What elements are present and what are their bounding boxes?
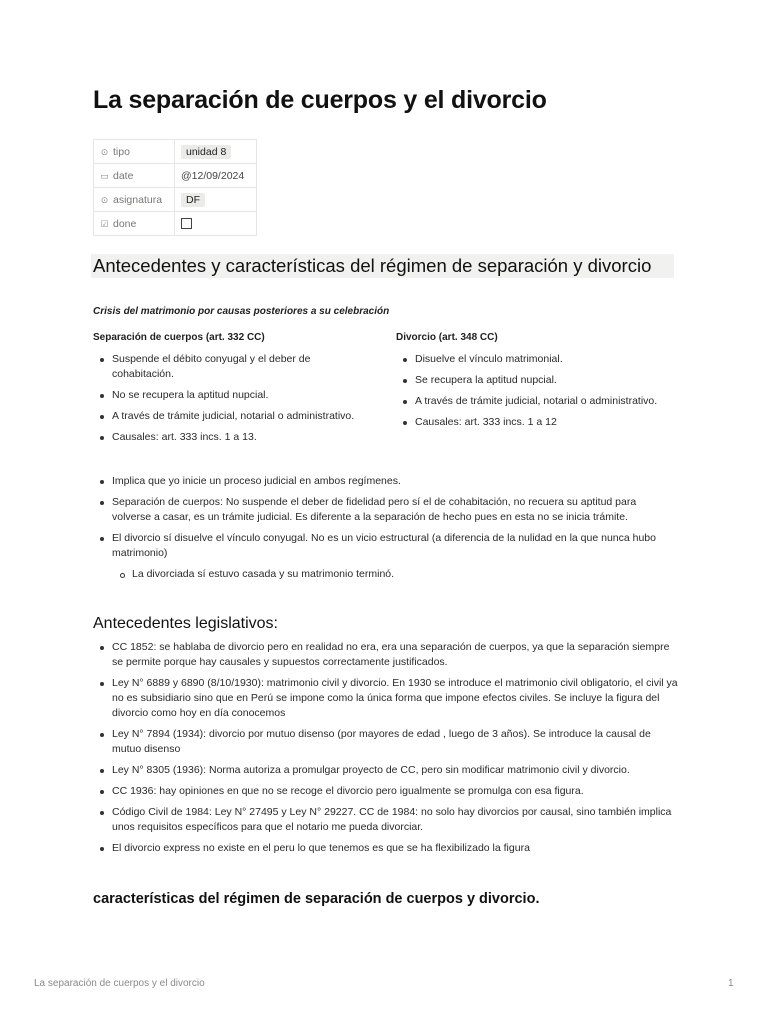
bullet-dot (100, 394, 104, 398)
tag-unidad[interactable]: unidad 8 (181, 145, 231, 159)
list-item: No se recupera la aptitud nupcial. (93, 388, 358, 403)
select-icon: ⊙ (100, 194, 109, 205)
bullet-dot (403, 358, 407, 362)
checkbox-icon: ☑ (100, 218, 109, 229)
bullet-dot (100, 436, 104, 440)
list-item: CC 1936: hay opiniones en que no se recoge el divorcio pero igualmente se promulga con esa figura. (93, 784, 678, 799)
property-value-date[interactable] (175, 164, 257, 188)
section-heading-antecedentes: Antecedentes y características del régimen de separación y divorcio (91, 254, 674, 278)
list-item: Causales: art. 333 incs. 1 a 13. (93, 430, 358, 445)
column-title-divorcio: Divorcio (art. 348 CC) (396, 332, 498, 343)
property-row-done (94, 212, 257, 236)
column-title-separacion: Separación de cuerpos (art. 332 CC) (93, 332, 265, 343)
bullet-dot (100, 358, 104, 362)
bullet-dot (100, 480, 104, 484)
property-key: tipo (113, 145, 130, 158)
done-checkbox[interactable] (181, 218, 192, 229)
select-icon: ⊙ (100, 146, 109, 157)
bullet-dot (100, 682, 104, 686)
footer-doc-title: La separación de cuerpos y el divorcio (34, 978, 205, 989)
calendar-icon: ▭ (100, 170, 109, 181)
bullet-dot (100, 537, 104, 541)
hollow-bullet (120, 573, 125, 578)
list-item: Código Civil de 1984: Ley N° 27495 y Ley N° 29227. CC de 1984: no solo hay divorcios por causal, sino también implica unos requisitos específicos para que el notario me pueda divorciar. (93, 805, 678, 835)
bullet-dot (403, 400, 407, 404)
list-item: CC 1852: se hablaba de divorcio pero en realidad no era, era una separación de cuerpos, ya que la separación siempre se permite porque hay causales y supuestos correctamente justificados. (93, 640, 678, 670)
property-row-asignatura (94, 188, 257, 212)
property-key: asignatura (113, 193, 163, 206)
bullet-dot (403, 421, 407, 425)
sub-list-item: La divorciada sí estuvo casada y su matrimonio terminó. (93, 567, 673, 582)
divorcio-list (396, 352, 661, 436)
list-item: Implica que yo inicie un proceso judicial en ambos regímenes. (93, 474, 673, 489)
bullet-dot (100, 769, 104, 773)
list-item: Disuelve el vínculo matrimonial. (396, 352, 661, 367)
bullet-dot (100, 415, 104, 419)
tag-df[interactable]: DF (181, 193, 205, 207)
list-item: Suspende el débito conyugal y el deber de cohabitación. (93, 352, 358, 382)
property-value-tipo[interactable] (175, 140, 257, 164)
bullet-dot (100, 501, 104, 505)
property-row-date (94, 164, 257, 188)
bullet-dot (100, 790, 104, 794)
section-heading-legislativos: Antecedentes legislativos: (93, 615, 278, 632)
property-key: date (113, 169, 134, 182)
list-item: Ley N° 8305 (1936): Norma autoriza a promulgar proyecto de CC, pero sin modificar matrimonio civil y divorcio. (93, 763, 678, 778)
bullet-dot (403, 379, 407, 383)
list-item: A través de trámite judicial, notarial o administrativo. (396, 394, 661, 409)
list-item: Separación de cuerpos: No suspende el deber de fidelidad pero sí el de cohabitación, no recuera su aptitud para volverse a casar, es un trámite judicial. Es diferente a la separación de hecho pues en esta no se inicia trámite. (93, 495, 673, 525)
list-item: Se recupera la aptitud nupcial. (396, 373, 661, 388)
bullet-dot (100, 646, 104, 650)
property-key: done (113, 217, 137, 230)
list-item: Causales: art. 333 incs. 1 a 12 (396, 415, 661, 430)
list-item: Ley N° 7894 (1934): divorcio por mutuo disenso (por mayores de edad , luego de 3 años). Se introduce la causal de mutuo disenso (93, 727, 678, 757)
page-number: 1 (728, 978, 734, 989)
property-row-tipo (94, 140, 257, 164)
list-item: El divorcio express no existe en el peru lo que tenemos es que se ha flexibilizado la figura (93, 841, 678, 856)
bullet-dot (100, 733, 104, 737)
section-subheading: Crisis del matrimonio por causas posteriores a su celebración (93, 306, 390, 317)
regimen-bullets (93, 474, 673, 588)
property-value-asignatura[interactable] (175, 188, 257, 212)
list-item: A través de trámite judicial, notarial o administrativo. (93, 409, 358, 424)
properties-table (93, 139, 257, 236)
list-item: El divorcio sí disuelve el vínculo conyugal. No es un vicio estructural (a diferencia de la nulidad en la que nunca hubo matrimonio) (93, 531, 673, 561)
page-title: La separación de cuerpos y el divorcio (93, 86, 547, 114)
legislativos-list (93, 640, 678, 862)
separacion-list (93, 352, 358, 451)
section-heading-caracteristicas: características del régimen de separación de cuerpos y divorcio. (93, 891, 540, 907)
bullet-dot (100, 811, 104, 815)
list-item: Ley N° 6889 y 6890 (8/10/1930): matrimonio civil y divorcio. En 1930 se introduce el matrimonio civil obligatorio, el civil ya no es subsidiario sino que en Perú se impone como la única forma que impone efectos civiles. Se incluye la figura del divorcio como hoy en día conocemos (93, 676, 678, 721)
bullet-dot (100, 847, 104, 851)
date-value[interactable]: @12/09/2024 (181, 169, 245, 182)
